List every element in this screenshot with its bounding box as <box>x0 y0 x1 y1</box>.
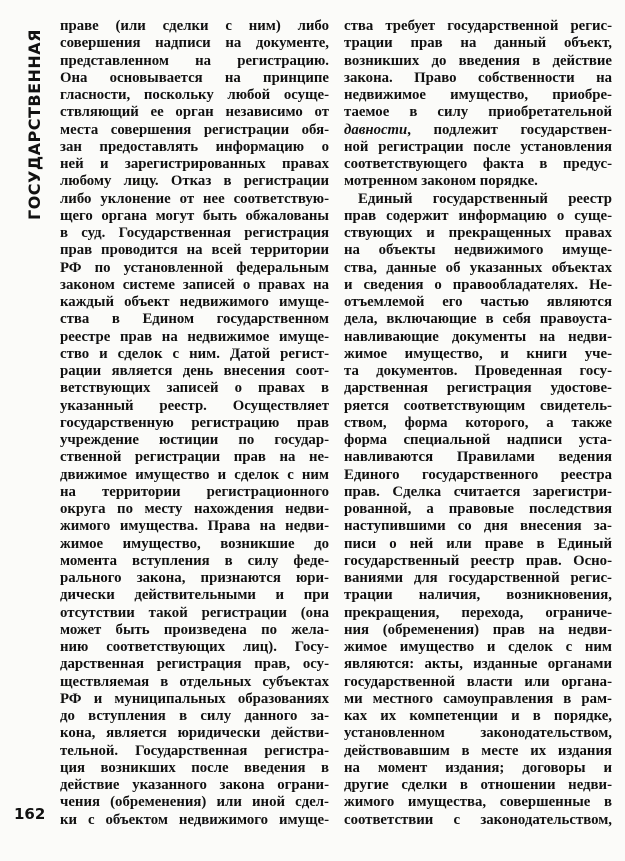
text-line: ства в Едином государственном <box>60 311 329 328</box>
text-line: прав содержит информацию о суще- <box>344 207 612 224</box>
page-number: 162 <box>14 805 46 823</box>
text-line: ней и зарегистрированных правах <box>60 156 329 172</box>
text-line: возникших до введения в действие <box>344 52 612 69</box>
text-line: Она основывается на принципе <box>60 69 329 86</box>
text-line: Единый государственный реестр <box>358 190 612 207</box>
text-line: либо уклонение от нее соответствую- <box>60 190 329 207</box>
text-line: щего органа могут быть обжалованы <box>60 207 329 224</box>
text-line: ми местного самоуправления в рам- <box>344 690 612 707</box>
text-line: дела, включающие в себя правоуста- <box>344 311 612 328</box>
text-line: отсутствии такой регистрации (она <box>60 604 329 621</box>
text-line: прав. Сделка считается зарегистри- <box>344 483 612 500</box>
text-line: каждый объект недвижимого имуще- <box>60 294 329 310</box>
italic-term: давности <box>344 121 408 138</box>
text-line: до вступления в силу данного за- <box>60 708 329 724</box>
text-line: представленном на регистрацию. <box>60 52 329 69</box>
running-head-text: ГОСУДАРСТВЕННАЯ <box>25 29 44 220</box>
text-line: дически действительными и при <box>60 587 329 604</box>
text-line: совершения надписи на документе, <box>60 35 329 52</box>
text-line: наступившими со дня внесения за- <box>344 518 612 535</box>
text-line: ствляющий ее орган независимо от <box>60 104 329 121</box>
text-line: рации является день внесения соот- <box>60 363 329 379</box>
text-line: трации прав на данный объект, <box>344 35 612 52</box>
text-line: ществляемая в отдельных субъектах <box>60 673 329 690</box>
text-line: жимого имущества, совершенные в <box>344 794 612 811</box>
text-line: ния (обременения) прав на недви- <box>344 621 612 638</box>
left-column <box>60 18 329 829</box>
text-line: ция возникших после введения в <box>60 759 329 776</box>
text-line: РФ по установленной федеральным <box>60 259 329 276</box>
text-line: Единого государственного реестра <box>344 466 612 483</box>
text-line: и сведения о правообладателях. Не- <box>344 276 612 293</box>
text-line: движимое имущество и сделок с ним <box>60 466 329 483</box>
text-line: навливающие документы на недви- <box>344 328 612 345</box>
text-line: РФ и муниципальных образованиях <box>60 690 329 707</box>
text-line: соответствии с законодательством, <box>344 811 612 828</box>
text-line: места совершения регистрации обя- <box>60 121 329 138</box>
running-head <box>24 30 46 220</box>
text-line: рального закона, признаются юри- <box>60 570 329 586</box>
text-line: рованной, а правовые последствия <box>344 501 612 517</box>
text-line: ственной регистрации прав на не- <box>60 449 329 466</box>
text-line: ством, форма которого, а также <box>344 414 612 431</box>
text-line: мотренном законом порядке. <box>344 173 538 190</box>
text-line: ства требует государственной регис- <box>344 18 612 34</box>
text-line: недвижимое имущество, приобре- <box>344 87 612 103</box>
text-line: прекращения, перехода, ограниче- <box>344 604 612 621</box>
text-line: кона, является юридически действи- <box>60 725 329 742</box>
text-line: жимое имущество и сделок с ним <box>344 639 612 655</box>
text-line: тельной. Государственная регистра- <box>60 742 329 759</box>
text-line: учреждение юстиции по государ- <box>60 432 329 448</box>
text-line: зан предоставлять информацию о <box>60 138 329 155</box>
text-line: трации наличия, возникновения, <box>344 587 612 604</box>
text-line: форма специальной надписи уста- <box>344 432 612 448</box>
text-line: гласности, поскольку любой осуще- <box>60 87 329 103</box>
text-line: ветствующих записей о правах в <box>60 380 329 397</box>
text-line: отъемлемой его частью являются <box>344 294 612 310</box>
text-line: момента вступления в силу феде- <box>60 552 329 569</box>
text-line: может быть произведена по жела- <box>60 621 329 638</box>
text-line: указанный реестр. Осуществляет <box>60 397 329 414</box>
text-line: другие сделки в отношении недви- <box>344 777 612 793</box>
text-line: жимое имущество, и книги уче- <box>344 345 612 362</box>
text-line: та документов. Проведенная госу- <box>344 363 612 379</box>
text-line: государственной власти или органа- <box>344 673 612 690</box>
text-line: действие указанного закона ограни- <box>60 777 329 793</box>
text-line: на момент издания; договоры и <box>344 759 612 776</box>
text-line: соответствующего факта в предус- <box>344 156 612 172</box>
text-line: ки с объектом недвижимого имуще- <box>60 811 329 828</box>
text-line: ство и сделок с ним. Датой регист- <box>60 345 329 362</box>
text-line: в суд. Государственная регистрация <box>60 225 329 241</box>
text-line: являются: акты, изданные органами <box>344 656 612 673</box>
right-column <box>344 18 612 829</box>
text-line: установленном законодательством, <box>344 725 612 742</box>
text-line: таемое в силу приобретательной <box>344 104 612 121</box>
text-line: навливаются Правилами ведения <box>344 449 612 466</box>
text-line: любому лицу. Отказ в регистрации <box>60 173 329 190</box>
text-line: на территории регистрационного <box>60 483 329 500</box>
text-line: ства, данные об указанных объектах <box>344 259 612 276</box>
text-line: жимое имущество, возникшие до <box>60 535 329 552</box>
text-line: нию соответствующих лиц). Госу- <box>60 639 329 655</box>
text-line: дарственная регистрация прав, осу- <box>60 656 329 673</box>
text-line: округа по месту нахождения недви- <box>60 501 329 517</box>
text-line: законом системе записей о правах на <box>60 276 329 293</box>
text-line: ках их компетенции и в порядке, <box>344 708 612 724</box>
text-line: государственную регистрацию прав <box>60 414 329 431</box>
text-line: закона. Право собственности на <box>344 69 612 86</box>
text-line: жимого имущества. Права на недви- <box>60 518 329 535</box>
text-line: действовавшим в месте их издания <box>344 742 612 759</box>
text-line: дарственная регистрация удостове- <box>344 380 612 397</box>
text-line: реестре прав на недвижимое имуще- <box>60 328 329 345</box>
text-line: чения (обременения) или иной сдел- <box>60 794 329 811</box>
text-line: праве (или сделки с ним) либо <box>60 18 329 34</box>
text-line: ной регистрации после установления <box>344 138 612 155</box>
text-line: ствующих и прекращенных правах <box>344 225 612 241</box>
text-line: ваниями для государственной регис- <box>344 570 612 586</box>
text-line: давности, подлежит государствен- <box>344 121 612 138</box>
text-line: на объекты недвижимого имуще- <box>344 242 612 259</box>
text-line: писи о ней или праве в Единый <box>344 535 612 552</box>
text-line: прав проводится на всей территории <box>60 242 329 259</box>
text-line: государственный реестр прав. Осно- <box>344 552 612 569</box>
text-line: ряется соответствующим свидетель- <box>344 397 612 414</box>
